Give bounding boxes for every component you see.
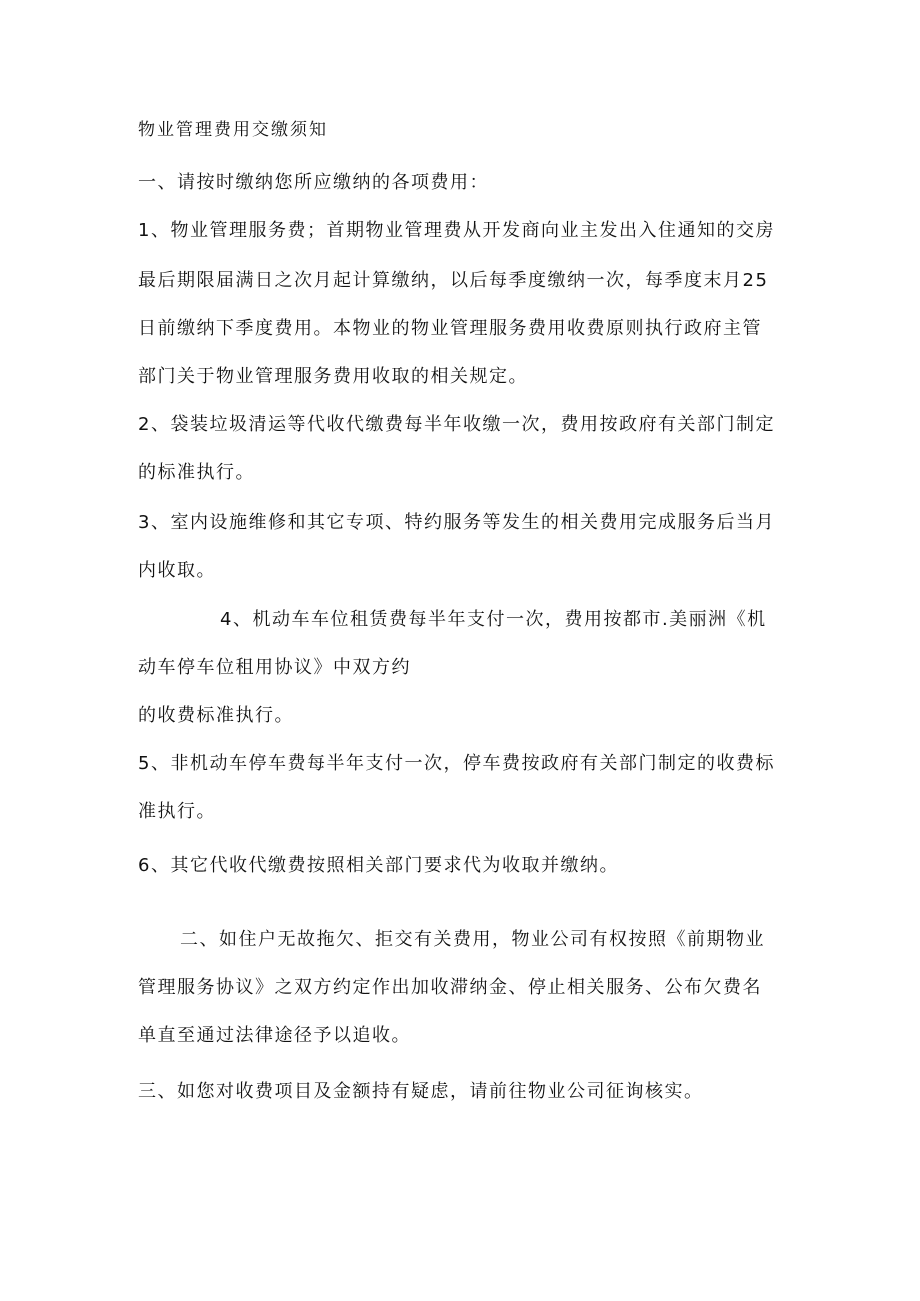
section-2-line-1: 二、如住户无故拖欠、拒交有关费用，物业公司有权按照《前期物业 <box>180 929 765 950</box>
section-1-heading: 一、请按时缴纳您所应缴纳的各项费用： <box>138 172 489 193</box>
item-2-line-1: 2、袋装垃圾清运等代收代缴费每半年收缴一次，费用按政府有关部门制定 <box>138 414 775 435</box>
item-2-line-2: 的标准执行。 <box>138 462 255 483</box>
item-5-line-1: 5、非机动车停车费每半年支付一次，停车费按政府有关部门制定的收费标 <box>138 753 775 774</box>
item-5-line-2: 准执行。 <box>138 801 216 822</box>
item-6-line-1: 6、其它代收代缴费按照相关部门要求代为收取并缴纳。 <box>138 855 619 876</box>
item-1-line-3: 日前缴纳下季度费用。本物业的物业管理服务费用收费原则执行政府主管 <box>138 318 762 339</box>
item-1-line-4: 部门关于物业管理服务费用收取的相关规定。 <box>138 366 528 387</box>
item-3-line-2: 内收取。 <box>138 560 216 581</box>
section-2-line-2: 管理服务协议》之双方约定作出加收滞纳金、停止相关服务、公布欠费名 <box>138 977 762 998</box>
section-2-line-3: 单直至通过法律途径予以追收。 <box>138 1025 411 1046</box>
item-4-line-2: 动车停车位租用协议》中双方约 <box>138 657 411 678</box>
item-1-line-2: 最后期限届满日之次月起计算缴纳，以后每季度缴纳一次，每季度末月25 <box>138 270 769 291</box>
item-4-line-3: 的收费标准执行。 <box>138 705 294 726</box>
item-3-line-1: 3、室内设施维修和其它专项、特约服务等发生的相关费用完成服务后当月 <box>138 512 775 533</box>
item-1-line-1: 1、物业管理服务费；首期物业管理费从开发商向业主发出入住通知的交房 <box>138 220 775 241</box>
item-4-line-1: 4、机动车车位租赁费每半年支付一次，费用按都市.美丽洲《机 <box>220 609 767 630</box>
document-title: 物业管理费用交缴须知 <box>138 120 328 140</box>
section-3-line-1: 三、如您对收费项目及金额持有疑虑，请前往物业公司征询核实。 <box>138 1081 704 1102</box>
